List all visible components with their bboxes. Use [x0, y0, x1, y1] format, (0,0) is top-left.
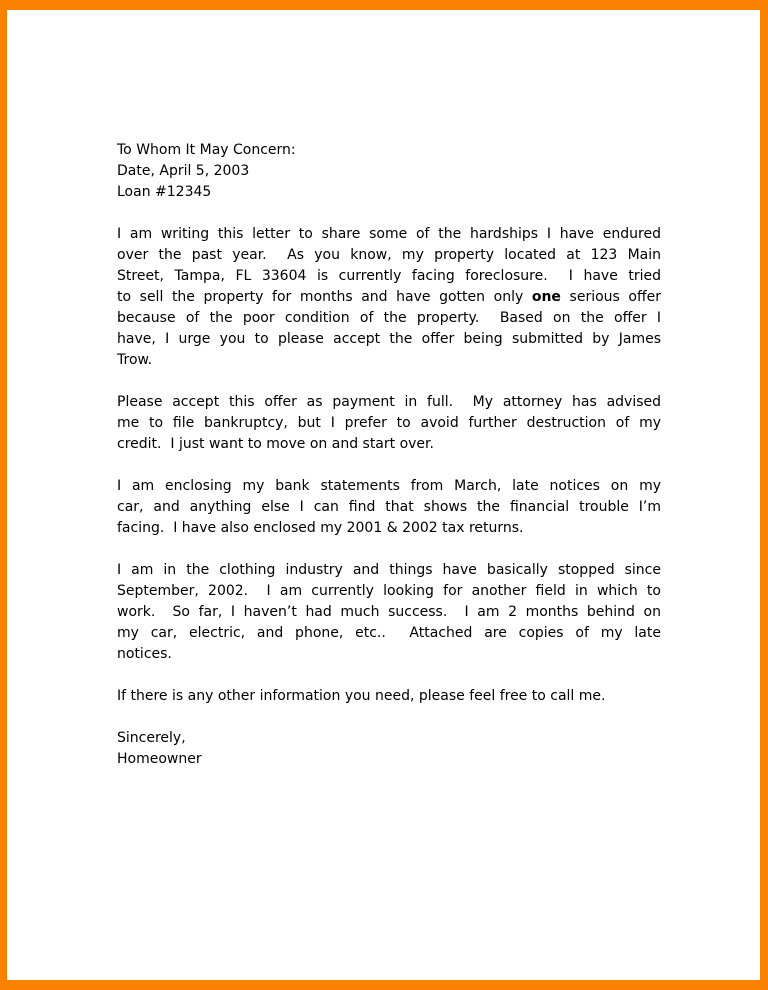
bold-word: one: [531, 289, 561, 305]
text-line: credit. I just want to move on and start over.: [117, 436, 434, 452]
text-line: Please accept this offer as payment in full. My attorney has advised: [117, 394, 661, 410]
paragraph-4: [117, 560, 661, 665]
letter-header: [117, 140, 661, 203]
loan-number-line: Loan #12345: [117, 184, 212, 200]
signature-line: Homeowner: [117, 751, 202, 767]
salutation-line: To Whom It May Concern:: [117, 142, 296, 158]
paragraph-1: [117, 224, 661, 371]
text-line: me to file bankruptcy, but I prefer to avoid further destruction of my: [117, 415, 661, 431]
paragraph-3: [117, 476, 661, 539]
text-line-with-bold: [117, 287, 661, 308]
signature-block: [117, 728, 661, 770]
text-line: have, I urge you to please accept the offer being submitted by James: [117, 331, 661, 347]
text-line: my car, electric, and phone, etc.. Attached are copies of my late: [117, 625, 661, 641]
text-line: notices.: [117, 646, 172, 662]
paragraph-5: [117, 686, 661, 707]
text-line: If there is any other information you need, please feel free to call me.: [117, 688, 606, 704]
text-line: September, 2002. I am currently looking for another field in which to: [117, 583, 661, 599]
text-line: car, and anything else I can find that shows the financial trouble I’m: [117, 499, 661, 515]
text-line: work. So far, I haven’t had much success. I am 2 months behind on: [117, 604, 661, 620]
text-line: I am in the clothing industry and things have basically stopped since: [117, 562, 661, 578]
paragraph-2: [117, 392, 661, 455]
text-segment: to sell the property for months and have gotten only: [117, 289, 532, 305]
text-line: I am enclosing my bank statements from March, late notices on my: [117, 478, 661, 494]
text-line: over the past year. As you know, my property located at 123 Main: [117, 247, 661, 263]
text-line: because of the poor condition of the property. Based on the offer I: [117, 310, 661, 326]
text-line: facing. I have also enclosed my 2001 & 2002 tax returns.: [117, 520, 524, 536]
text-line: I am writing this letter to share some of the hardships I have endured: [117, 226, 661, 242]
sign-off-line: Sincerely,: [117, 730, 186, 746]
text-line: Trow.: [117, 352, 153, 368]
text-segment: serious offer: [560, 289, 661, 305]
date-line: Date, April 5, 2003: [117, 163, 250, 179]
text-line: Street, Tampa, FL 33604 is currently facing foreclosure. I have tried: [117, 268, 661, 284]
letter-document: [117, 140, 661, 770]
